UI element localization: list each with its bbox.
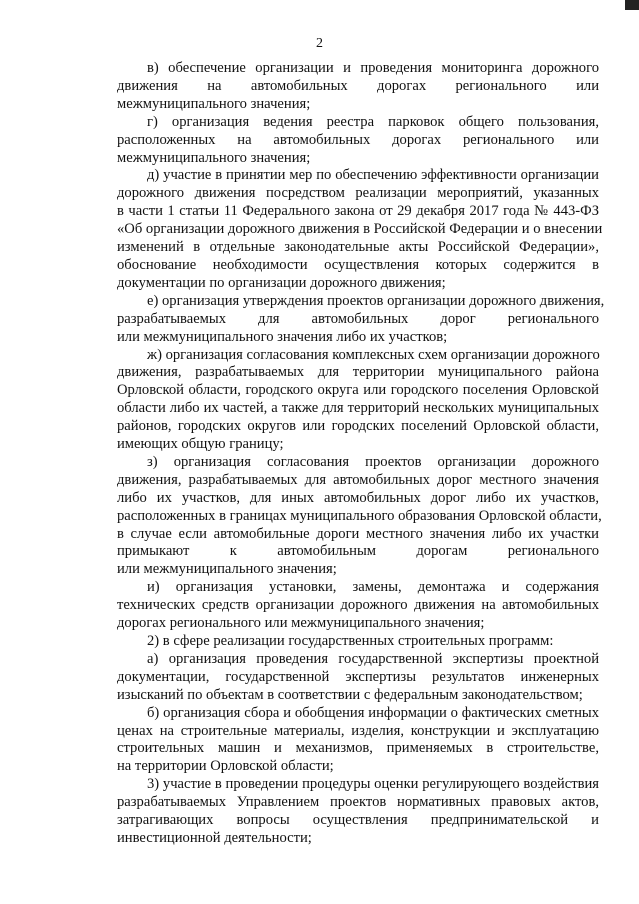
paragraph xyxy=(117,651,599,705)
text-line: ж) организация согласования комплексных схем организации дорожного xyxy=(147,346,600,363)
document-body xyxy=(117,60,605,848)
text-line: «Об организации дорожного движения в Российской Федерации и о внесении xyxy=(117,221,603,238)
text-line: расположенных в границах муниципального образования Орловской области, xyxy=(117,507,602,524)
text-line: технических средств организации дорожного движения на автомобильных xyxy=(117,597,599,614)
paragraph xyxy=(117,776,599,848)
text-line: движения, разрабатываемых для территории муниципального района xyxy=(117,364,599,381)
text-line: области либо их частей, а также для территорий нескольких муниципальных xyxy=(117,400,599,417)
text-line: документации по организации дорожного движения; xyxy=(117,274,446,291)
text-line: в) обеспечение организации и проведения мониторинга дорожного xyxy=(147,60,599,76)
paragraph xyxy=(117,60,599,114)
text-line: а) организация проведения государственной экспертизы проектной xyxy=(147,650,599,667)
text-line: в случае если автомобильные дороги местного значения либо их участки xyxy=(117,525,599,542)
text-line: строительных машин и механизмов, применяемых в строительстве, xyxy=(117,740,599,757)
page-number: 2 xyxy=(316,36,323,51)
text-line: е) организация утверждения проектов организации дорожного движения, xyxy=(147,292,605,309)
text-line: изменений в отдельные законодательные акты Российской Федерации», xyxy=(117,239,599,256)
text-line: дорогах регионального или межмуниципального значения; xyxy=(117,615,485,632)
text-line: б) организация сбора и обобщения информации о фактических сметных xyxy=(147,704,599,721)
text-line: или межмуниципального значения либо их участков; xyxy=(117,328,448,345)
paragraph xyxy=(117,633,599,651)
paragraph xyxy=(117,292,605,347)
text-line: расположенных на автомобильных дорогах регионального или xyxy=(117,131,599,148)
text-line: д) участие в принятии мер по обеспечению эффективности организации xyxy=(147,167,599,184)
text-line: в части 1 статьи 11 Федерального закона от 29 декабря 2017 года № 443-ФЗ xyxy=(117,203,599,220)
paragraph xyxy=(117,705,599,777)
text-line: разрабатываемых Управлением проектов нормативных правовых актов, xyxy=(117,794,599,811)
text-line: разрабатываемых для автомобильных дорог регионального xyxy=(117,310,599,327)
text-line: межмуниципального значения; xyxy=(117,95,311,112)
text-line: 2) в сфере реализации государственных строительных программ: xyxy=(147,633,554,649)
scan-corner-mark xyxy=(625,0,639,10)
text-line: инвестиционной деятельности; xyxy=(117,829,312,846)
text-line: г) организация ведения реестра парковок общего пользования, xyxy=(147,113,599,130)
text-line: движения на автомобильных дорогах регионального или xyxy=(117,77,599,94)
text-line: на территории Орловской области; xyxy=(117,758,334,775)
text-line: изысканий по объектам в соответствии с федеральным законодательством; xyxy=(117,686,583,703)
text-line: примыкают к автомобильным дорогам регионального xyxy=(117,543,599,560)
text-line: районов, городских округов или городских поселений Орловской области, xyxy=(117,418,599,435)
text-line: з) организация согласования проектов организации дорожного xyxy=(147,453,599,470)
paragraph xyxy=(117,453,602,579)
text-line: межмуниципального значения; xyxy=(117,149,311,166)
text-line: затрагивающих вопросы осуществления предпринимательской и xyxy=(117,812,599,829)
paragraph xyxy=(117,114,599,168)
paragraph xyxy=(117,167,603,292)
text-line: дорожного движения посредством реализации мероприятий, указанных xyxy=(117,185,599,202)
text-line: имеющих общую границу; xyxy=(117,436,284,453)
text-line: Орловской области, городского округа или городского поселения Орловской xyxy=(117,382,599,399)
text-line: ценах на строительные материалы, изделия, конструкции и эксплуатацию xyxy=(117,722,599,739)
text-line: обоснование необходимости осуществления которых содержится в xyxy=(117,256,599,273)
text-line: или межмуниципального значения; xyxy=(117,561,337,578)
text-line: движения, разрабатываемых для автомобильных дорог местного значения xyxy=(117,471,599,488)
paragraph xyxy=(117,347,599,454)
text-line: и) организация установки, замены, демонтажа и содержания xyxy=(147,579,599,596)
text-line: документации, государственной экспертизы результатов инженерных xyxy=(117,668,599,685)
text-line: 3) участие в проведении процедуры оценки регулирующего воздействия xyxy=(147,776,599,793)
text-line: либо их участков, для иных автомобильных дорог либо их участков, xyxy=(117,489,599,506)
paragraph xyxy=(117,579,599,633)
